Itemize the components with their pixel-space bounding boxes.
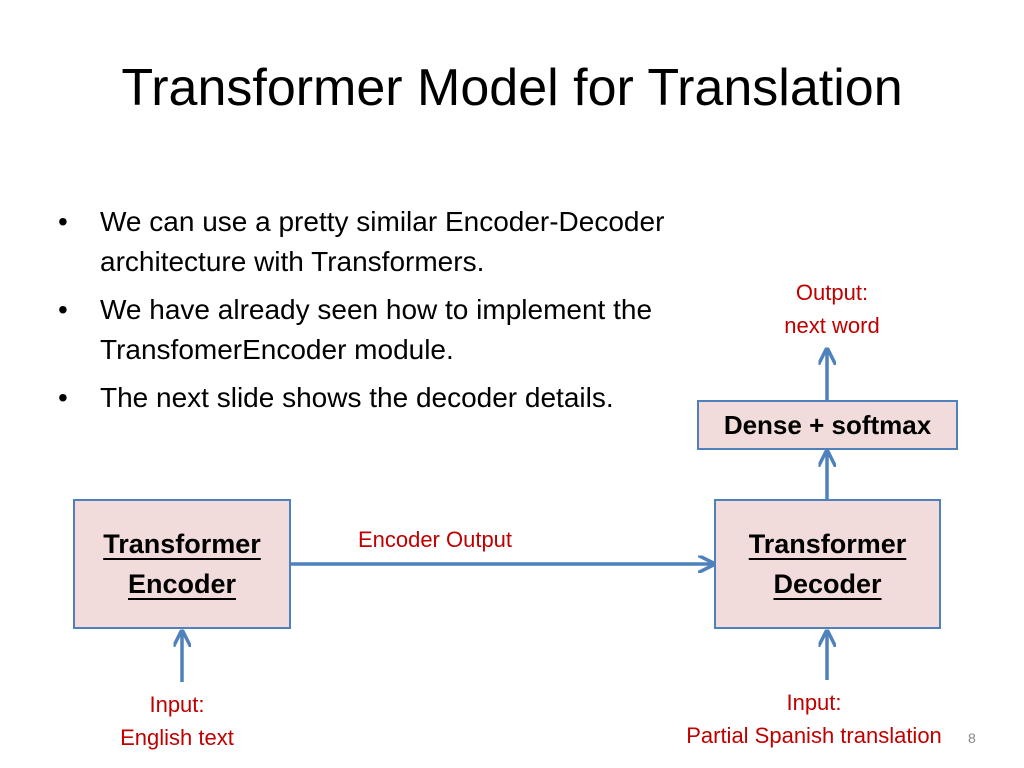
spanish-input-line1: Input:: [786, 690, 842, 715]
transformer-encoder-box: [73, 499, 291, 629]
spanish-input-line2: Partial Spanish translation: [686, 723, 942, 748]
decoder-label-line1: Transformer: [748, 529, 907, 559]
english-input-label: [82, 688, 272, 754]
dense-softmax-label: Dense + softmax: [723, 410, 932, 440]
bullet-mark: •: [58, 294, 68, 325]
transformer-decoder-box: [714, 499, 941, 629]
encoder-label-line1: Transformer: [103, 529, 261, 559]
slide-title: Transformer Model for Translation: [121, 59, 903, 117]
dense-softmax-box: [697, 400, 958, 450]
bullet-text: The next slide shows the decoder details.: [100, 382, 614, 413]
output-label: [742, 276, 922, 342]
output-label-line1: Output:: [795, 280, 869, 305]
encoder-output-label: Encoder Output: [357, 527, 513, 552]
page-number: 8: [968, 730, 976, 746]
bullet-mark: •: [58, 206, 68, 237]
decoder-label-line2: Decoder: [773, 569, 882, 599]
bullet-mark: •: [58, 382, 68, 413]
bullet-text: We can use a pretty similar Encoder-Decoder architecture with Transformers.: [100, 206, 665, 277]
english-input-line2: English text: [120, 725, 234, 750]
spanish-input-label: [654, 686, 974, 752]
english-input-line1: Input:: [149, 692, 205, 717]
output-label-line2: next word: [784, 313, 880, 338]
encoder-label-line2: Encoder: [127, 569, 237, 599]
bullet-text: We have already seen how to implement the TransfomerEncoder module.: [100, 294, 653, 365]
